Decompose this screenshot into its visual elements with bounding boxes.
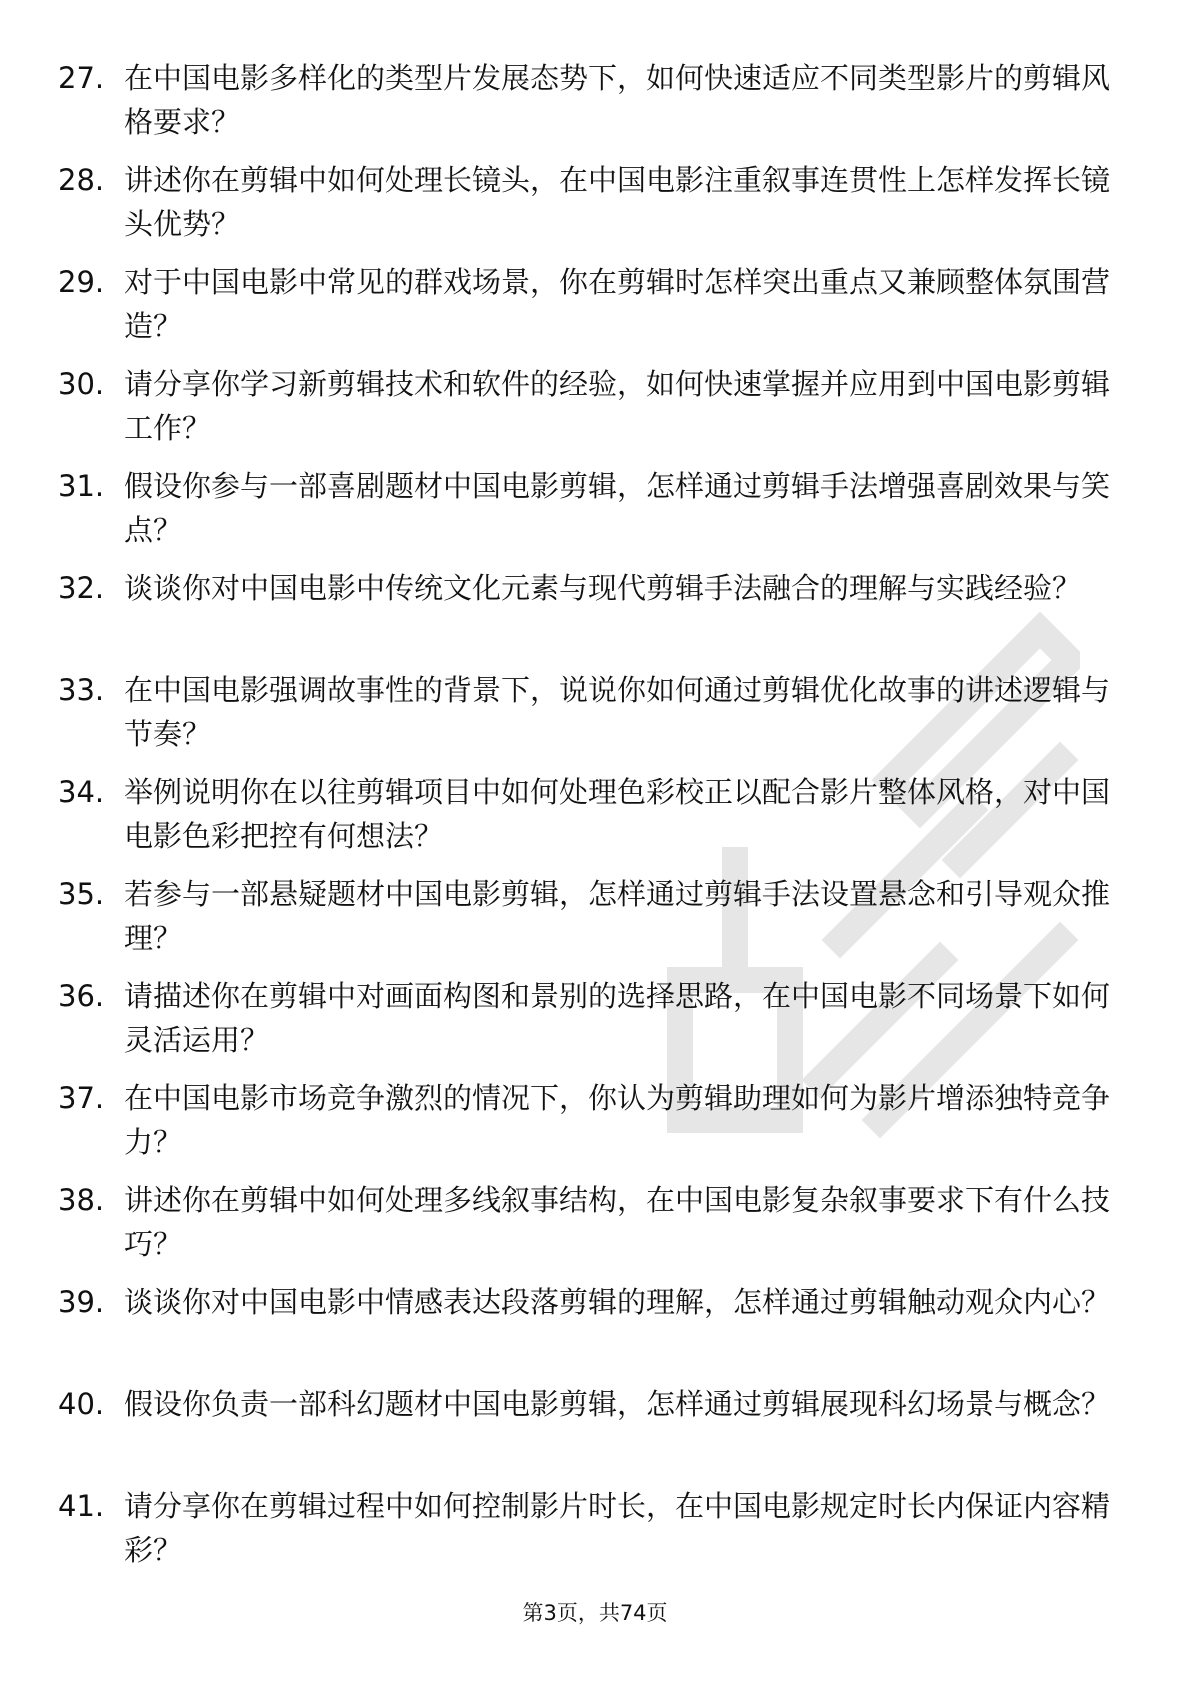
question-number: 35. — [58, 877, 105, 911]
question-number: 34. — [58, 775, 105, 809]
question-text: 请分享你学习新剪辑技术和软件的经验，如何快速掌握并应用到中国电影剪辑工作？ — [124, 367, 1111, 445]
question-item — [0, 152, 1190, 254]
question-item — [0, 458, 1190, 560]
question-text: 讲述你在剪辑中如何处理长镜头，在中国电影注重叙事连贯性上怎样发挥长镜头优势？ — [124, 163, 1111, 241]
question-number: 31. — [58, 469, 105, 503]
question-text: 若参与一部悬疑题材中国电影剪辑，怎样通过剪辑手法设置悬念和引导观众推理？ — [124, 877, 1111, 955]
question-number: 39. — [58, 1285, 105, 1319]
question-text: 讲述你在剪辑中如何处理多线叙事结构，在中国电影复杂叙事要求下有什么技巧？ — [124, 1183, 1111, 1261]
question-number: 27. — [58, 61, 105, 95]
question-text: 假设你负责一部科幻题材中国电影剪辑，怎样通过剪辑展现科幻场景与概念？ — [124, 1387, 1111, 1421]
question-item — [0, 1376, 1190, 1478]
question-text: 在中国电影市场竞争激烈的情况下，你认为剪辑助理如何为影片增添独特竞争力？ — [124, 1081, 1111, 1159]
question-number: 36. — [58, 979, 105, 1013]
question-item — [0, 968, 1190, 1070]
question-item — [0, 560, 1190, 662]
question-number: 37. — [58, 1081, 105, 1115]
page-number-footer: 第3页，共74页 — [522, 1601, 668, 1625]
question-text: 谈谈你对中国电影中情感表达段落剪辑的理解，怎样通过剪辑触动观众内心？ — [124, 1285, 1111, 1319]
question-list — [0, 50, 1190, 1580]
question-text: 请描述你在剪辑中对画面构图和景别的选择思路，在中国电影不同场景下如何灵活运用？ — [124, 979, 1111, 1057]
question-item — [0, 254, 1190, 356]
question-text: 请分享你在剪辑过程中如何控制影片时长，在中国电影规定时长内保证内容精彩？ — [124, 1489, 1111, 1567]
question-text: 假设你参与一部喜剧题材中国电影剪辑，怎样通过剪辑手法增强喜剧效果与笑点？ — [124, 469, 1111, 547]
question-text: 谈谈你对中国电影中传统文化元素与现代剪辑手法融合的理解与实践经验？ — [124, 571, 1082, 605]
question-number: 38. — [58, 1183, 105, 1217]
question-item — [0, 1274, 1190, 1376]
question-text: 举例说明你在以往剪辑项目中如何处理色彩校正以配合影片整体风格，对中国电影色彩把控有何想法？ — [124, 775, 1111, 853]
question-item — [0, 1070, 1190, 1172]
question-number: 40. — [58, 1387, 105, 1421]
question-number: 32. — [58, 571, 105, 605]
question-number: 33. — [58, 673, 105, 707]
question-item — [0, 764, 1190, 866]
question-number: 41. — [58, 1489, 105, 1523]
question-number: 30. — [58, 367, 105, 401]
question-text: 在中国电影强调故事性的背景下，说说你如何通过剪辑优化故事的讲述逻辑与节奏？ — [124, 673, 1111, 751]
question-item — [0, 662, 1190, 764]
question-text: 在中国电影多样化的类型片发展态势下，如何快速适应不同类型影片的剪辑风格要求？ — [124, 61, 1111, 139]
question-item — [0, 1478, 1190, 1580]
question-text: 对于中国电影中常见的群戏场景，你在剪辑时怎样突出重点又兼顾整体氛围营造？ — [124, 265, 1111, 343]
question-item — [0, 50, 1190, 152]
question-item — [0, 356, 1190, 458]
question-item — [0, 866, 1190, 968]
question-number: 28. — [58, 163, 105, 197]
question-number: 29. — [58, 265, 105, 299]
question-item — [0, 1172, 1190, 1274]
